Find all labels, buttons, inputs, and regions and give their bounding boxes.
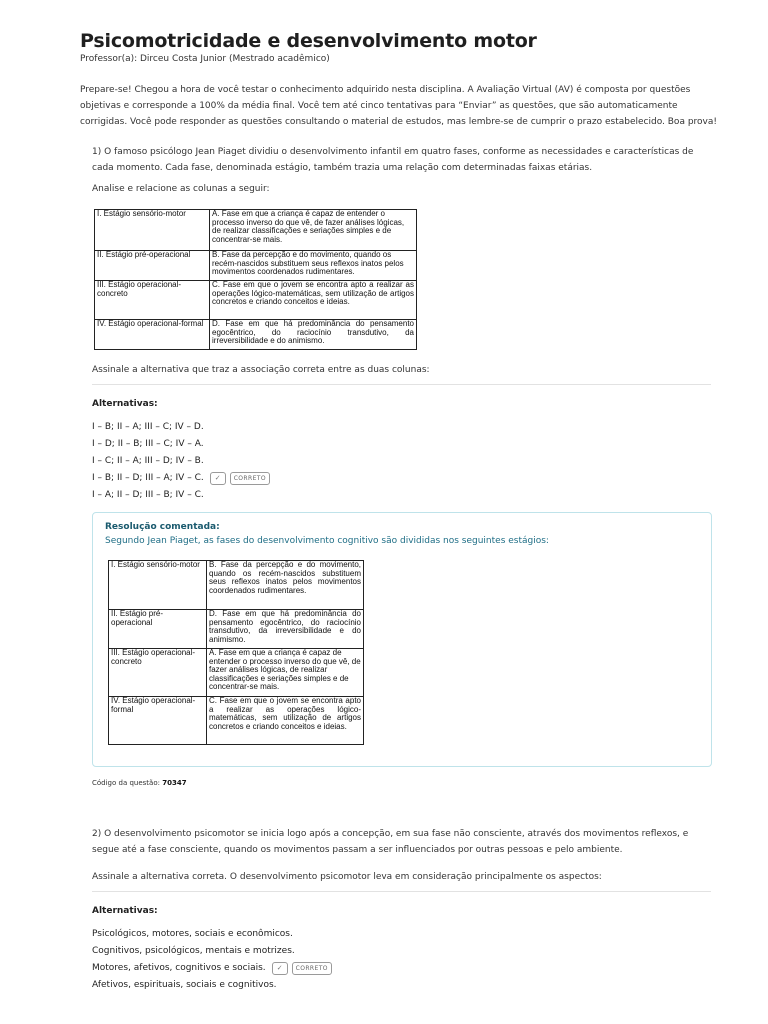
- alternative-option[interactable]: [92, 978, 277, 992]
- table-row: [95, 251, 417, 281]
- alternative-label: Cognitivos, psicológicos, mentais e motrizes.: [92, 946, 295, 956]
- table-row: [95, 281, 417, 320]
- table-cell: II. Estágio pré-operacional: [95, 251, 210, 281]
- alternative-option[interactable]: [92, 420, 204, 434]
- alternative-option[interactable]: [92, 437, 204, 451]
- table-cell: A. Fase em que a criança é capaz de entender o processo inverso do que vê, de fazer análises lógicas, de realizar classificações e seriações simples e de concentrar-se mais.: [207, 649, 364, 697]
- alternative-option-correct[interactable]: [92, 471, 270, 485]
- table-cell: III. Estágio operacional-concreto: [95, 281, 210, 320]
- question-1-instruction: Analise e relacione as colunas a seguir:: [92, 184, 270, 194]
- alternative-option-correct[interactable]: [92, 961, 332, 975]
- page-title: Psicomotricidade e desenvolvimento motor: [80, 30, 537, 52]
- table-cell: D. Fase em que há predominância do pensamento egocêntrico, do raciocínio transdutivo, da irreversibilidade e do animismo.: [210, 320, 417, 350]
- table-row: [95, 210, 417, 251]
- alternatives-heading: Alternativas:: [92, 399, 158, 409]
- intro-text: Prepare-se! Chegou a hora de você testar o conhecimento adquirido nesta disciplina. A Avaliação Virtual (AV) é composta por questões objetivas e corresponde a 100% da média final. Você tem até cinco tentativas para “Enviar” as questões, que são automaticamente corrigidas. Você pode responder as questões consultando o material de estudos, mas lembre-se de cumprir o prazo estabelecido. Boa prova!: [80, 85, 717, 127]
- check-icon: ✓: [210, 472, 226, 485]
- alternative-label: Afetivos, espirituais, sociais e cognitivos.: [92, 980, 277, 990]
- table-cell: C. Fase em que o jovem se encontra apto a realizar as operações lógico-matemáticas, sem utilização de artigos concretos e criando conceitos e ideias.: [207, 697, 364, 745]
- alternative-label: I – D; II – B; III – C; IV – A.: [92, 439, 204, 449]
- divider: [92, 384, 711, 385]
- table-cell: I. Estágio sensório-motor: [109, 561, 207, 610]
- table-cell: B. Fase da percepção e do movimento, quando os recém-nascidos substituem seus reflexos inatos pelos movimentos coordenados rudimentares.: [210, 251, 417, 281]
- question-2-prompt: Assinale a alternativa correta. O desenvolvimento psicomotor leva em consideração principalmente os aspectos:: [92, 872, 602, 882]
- alternative-option[interactable]: [92, 454, 204, 468]
- table-row: [95, 320, 417, 350]
- alternative-label: I – B; II – A; III – C; IV – D.: [92, 422, 204, 432]
- correct-badge: CORRETO: [292, 962, 332, 975]
- table-row: [109, 697, 364, 745]
- table-cell: A. Fase em que a criança é capaz de entender o processo inverso do que vê, de fazer análises lógicas, de realizar classificações e seriações simples e de concentrar-se mais.: [210, 210, 417, 251]
- alternative-label: I – B; II – D; III – A; IV – C.: [92, 473, 204, 483]
- table-cell: D. Fase em que há predominância do pensamento egocêntrico, do raciocínio transdutivo, da irreversibilidade e do animismo.: [207, 610, 364, 649]
- table-cell: B. Fase da percepção e do movimento, quando os recém-nascidos substituem seus reflexos inatos pelos movimentos coordenados rudimentares.: [207, 561, 364, 610]
- question-2-text: 2) O desenvolvimento psicomotor se inicia logo após a concepção, em sua fase não consciente, através dos movimentos reflexos, e segue até a fase consciente, quando os movimentos passam a ser influenciados por outras pessoas e pelo ambiente.: [92, 829, 689, 855]
- resolution-title: Resolução comentada:: [105, 522, 220, 532]
- alternative-label: Psicológicos, motores, sociais e econômicos.: [92, 929, 293, 939]
- resolution-text: Segundo Jean Piaget, as fases do desenvolvimento cognitivo são divididas nos seguintes estágios:: [105, 536, 549, 546]
- check-icon: ✓: [272, 962, 288, 975]
- resolution-table: [108, 560, 364, 745]
- question-code-label: Código da questão:: [92, 779, 160, 787]
- alternatives-heading: Alternativas:: [92, 906, 158, 916]
- table-cell: I. Estágio sensório-motor: [95, 210, 210, 251]
- correct-badge: CORRETO: [230, 472, 270, 485]
- question-1-text: 1) O famoso psicólogo Jean Piaget dividiu o desenvolvimento infantil em quatro fases, conforme as necessidades e características de cada momento. Cada fase, denominada estágio, também trazia uma relação com determinadas faixas etárias.: [92, 147, 694, 173]
- alternative-label: Motores, afetivos, cognitivos e sociais.: [92, 963, 266, 973]
- professor-info: Professor(a): Dirceu Costa Junior (Mestrado acadêmico): [80, 54, 330, 64]
- alternative-option[interactable]: [92, 944, 295, 958]
- divider: [92, 891, 711, 892]
- table-row: [109, 610, 364, 649]
- table-cell: IV. Estágio operacional-formal: [109, 697, 207, 745]
- table-cell: II. Estágio pré-operacional: [109, 610, 207, 649]
- alternative-option[interactable]: [92, 927, 293, 941]
- alternative-option[interactable]: [92, 488, 204, 502]
- question-code-value: 70347: [162, 779, 187, 787]
- alternative-label: I – C; II – A; III – D; IV – B.: [92, 456, 204, 466]
- table-cell: IV. Estágio operacional-formal: [95, 320, 210, 350]
- alternative-label: I – A; II – D; III – B; IV – C.: [92, 490, 204, 500]
- question-code: [92, 779, 187, 787]
- table-row: [109, 649, 364, 697]
- table-row: [109, 561, 364, 610]
- table-cell: C. Fase em que o jovem se encontra apto a realizar as operações lógico-matemáticas, sem utilização de artigos concretos e criando conceitos e ideias.: [210, 281, 417, 320]
- question-1-prompt: Assinale a alternativa que traz a associação correta entre as duas colunas:: [92, 365, 430, 375]
- table-cell: III. Estágio operacional-concreto: [109, 649, 207, 697]
- question-1-table: [94, 209, 417, 350]
